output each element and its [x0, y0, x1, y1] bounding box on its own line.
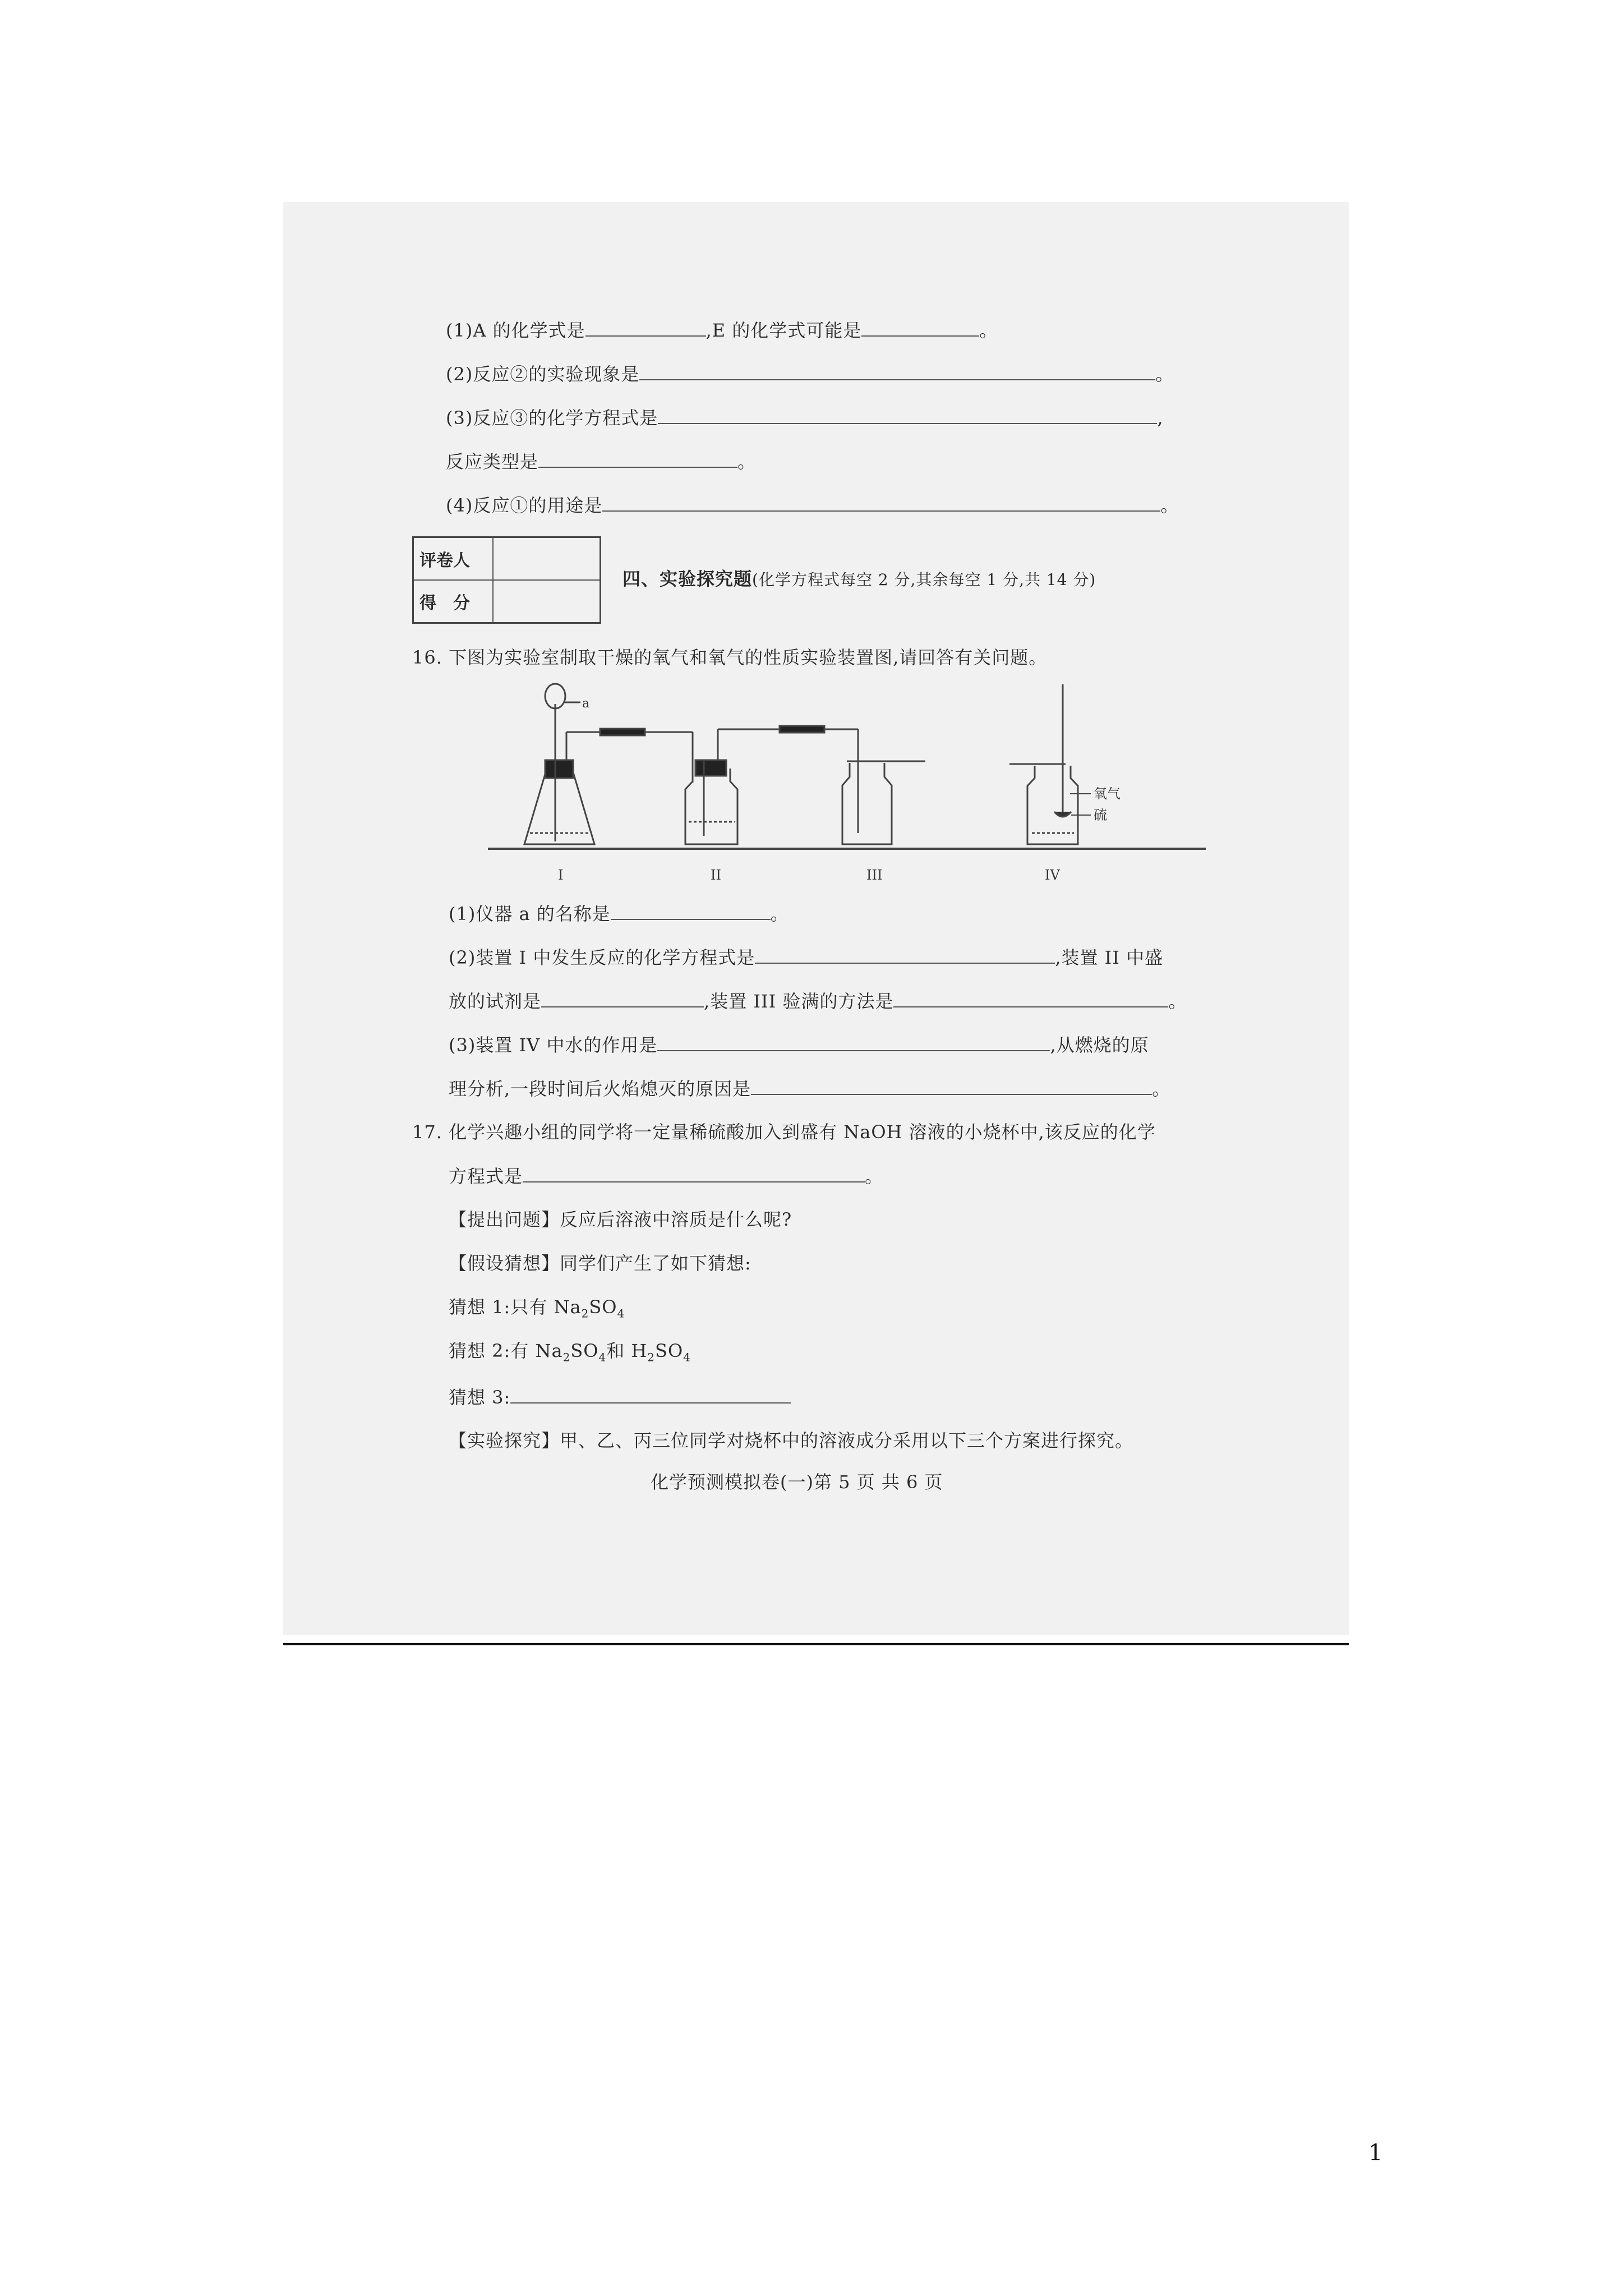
page-divider: [283, 1643, 1349, 1645]
label-I: I: [558, 867, 564, 883]
sulfur-spoon: [1054, 812, 1071, 817]
q15-p2-label: (2)反应②的实验现象是: [446, 364, 640, 385]
wash-bottle: [685, 769, 737, 844]
apparatus-IV: [1009, 684, 1091, 844]
q17-ask: 【提出问题】反应后溶液中溶质是什么呢?: [449, 1209, 792, 1230]
q16-stem: 16. 下图为实验室制取干燥的氧气和氧气的性质实验装置图,请回答有关问题。: [412, 647, 1048, 668]
q17-hypothesis: 【假设猜想】同学们产生了如下猜想:: [449, 1253, 751, 1274]
q17-guess-1: 猜想 1:只有 $Na_2SO_4$: [449, 1296, 625, 1320]
q16-line-1: (1)仪器 a 的名称是 。: [449, 903, 789, 924]
flask-stopper: [545, 760, 573, 778]
score-table: [412, 536, 601, 624]
section-4-heading: [623, 568, 1096, 591]
q15-line-5: (4)反应①的用途是 。: [446, 495, 1179, 516]
grader-label: 评卷人: [413, 537, 494, 581]
answer-blank[interactable]: [639, 362, 1155, 380]
q17-guess-3: [449, 1386, 791, 1409]
label-sulfur: 硫: [1094, 807, 1107, 823]
q15-p1-label: (1)A 的化学式是: [446, 320, 585, 341]
q15-line-4: 反应类型是 。: [446, 451, 757, 472]
q17-stem: 17. 化学兴趣小组的同学将一定量稀硫酸加入到盛有 NaOH 溶液的小烧杯中,该反应的化学: [412, 1121, 1156, 1143]
answer-blank[interactable]: [755, 946, 1055, 964]
rubber-connector: [600, 729, 645, 735]
q16-p2-label: (2)装置 I 中发生反应的化学方程式是: [449, 947, 755, 968]
apparatus-diagram: [482, 682, 1206, 895]
q17-line-2: 方程式是 。: [449, 1166, 884, 1187]
label-II: II: [711, 867, 721, 883]
q15-line-2: (2)反应②的实验现象是 。: [446, 364, 1174, 385]
q16-p1-label: (1)仪器 a 的名称是: [449, 903, 611, 924]
answer-blank[interactable]: [523, 1165, 865, 1182]
q15-p3b-label: 反应类型是: [446, 451, 539, 472]
q16-line-4: (3)装置 IV 中水的作用是 ,从燃烧的原: [449, 1034, 1149, 1056]
q16-p3b-label: 理分析,一段时间后火焰熄灭的原因是: [449, 1078, 751, 1099]
q15-line-3: (3)反应③的化学方程式是 ,: [446, 407, 1164, 429]
answer-blank[interactable]: [861, 319, 979, 337]
q17-stem2-label: 方程式是: [449, 1166, 523, 1187]
q17-guess-2: 猜想 2:有 $Na_2SO_4$和 $H_2SO_4$: [449, 1340, 691, 1364]
q15-line-1: (1)A 的化学式是 ,E 的化学式可能是 。: [446, 320, 998, 341]
answer-blank[interactable]: [510, 1386, 791, 1404]
answer-blank[interactable]: [602, 494, 1160, 512]
q16-line-2: (2)装置 I 中发生反应的化学方程式是 ,装置 II 中盛: [449, 947, 1164, 968]
section-4-title: 四、实验探究题: [623, 568, 753, 590]
wash-stopper: [695, 760, 726, 776]
answer-blank[interactable]: [611, 902, 771, 920]
rubber-connector-2: [780, 726, 824, 733]
score-label: 得 分: [413, 580, 494, 623]
label-IV: IV: [1045, 867, 1060, 883]
label-oxygen: 氧气: [1094, 786, 1121, 802]
q16-line-3: 放的试剂是 ,装置 III 验满的方法是 。: [449, 991, 1187, 1012]
q15-p1-label-b: ,E 的化学式可能是: [706, 320, 862, 341]
answer-blank[interactable]: [751, 1077, 1152, 1095]
q17-g3-label: 猜想 3:: [449, 1387, 511, 1408]
apparatus-II: [685, 726, 858, 844]
q16-p3-label: (3)装置 IV 中水的作用是: [449, 1034, 658, 1056]
grader-cell[interactable]: [493, 537, 601, 581]
q16-line-5: 理分析,一段时间后火焰熄灭的原因是 。: [449, 1078, 1171, 1099]
apparatus-III: [842, 761, 925, 844]
answer-blank[interactable]: [893, 990, 1168, 1007]
answer-blank[interactable]: [538, 450, 737, 468]
q15-p3-label: (3)反应③的化学方程式是: [446, 407, 658, 429]
section-4-note: (化学方程式每空 2 分,其余每空 1 分,共 14 分): [752, 570, 1096, 589]
label-III: III: [866, 867, 883, 883]
page-number: 1: [1368, 2140, 1383, 2166]
page-footer: 化学预测模拟卷(一)第 5 页 共 6 页: [651, 1471, 943, 1493]
answer-blank[interactable]: [658, 406, 1157, 424]
q17-explore: 【实验探究】甲、乙、丙三位同学对烧杯中的溶液成分采用以下三个方案进行探究。: [449, 1430, 1134, 1451]
q16-p2b-label: 放的试剂是: [449, 991, 542, 1012]
gas-jar: [842, 763, 892, 844]
q15-p4-label: (4)反应①的用途是: [446, 495, 603, 516]
label-a: a: [582, 697, 590, 711]
answer-blank[interactable]: [657, 1033, 1050, 1051]
conical-flask: [524, 769, 594, 844]
score-cell[interactable]: [493, 580, 601, 623]
answer-blank[interactable]: [541, 990, 704, 1007]
answer-blank[interactable]: [585, 319, 706, 337]
apparatus-I: [524, 684, 693, 844]
